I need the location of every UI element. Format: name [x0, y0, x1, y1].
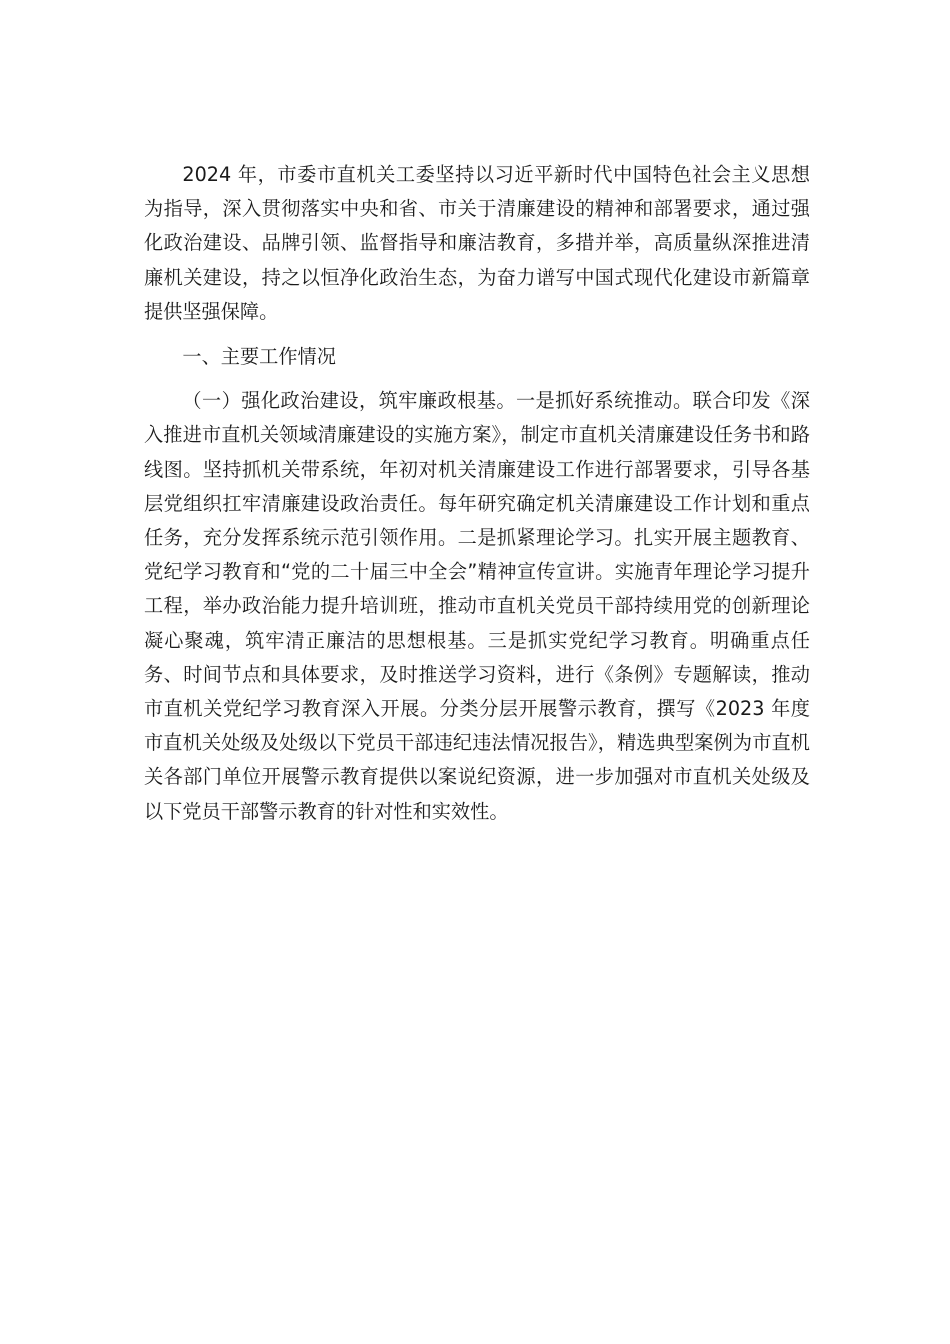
section-heading: 一、主要工作情况	[182, 345, 336, 369]
document-page	[144, 158, 810, 829]
subsection-paragraph: （一）强化政治建设，筑牢廉政根基。一是抓好系统推动。联合印发《深入推进市直机关领域清廉建设的实施方案》，制定市直机关清廉建设任务书和路线图。坚持抓机关带系统，年初对机关清廉建设工作进行部署要求，引导各基层党组织扛牢清廉建设政治责任。每年研究确定机关清廉建设工作计划和重点任务，充分发挥系统示范引领作用。二是抓紧理论学习。扎实开展主题教育、党纪学习教育和“党的二十届三中全会”精神宣传宣讲。实施青年理论学习提升工程，举办政治能力提升培训班，推动市直机关党员干部持续用党的创新理论凝心聚魂，筑牢清正廉洁的思想根基。三是抓实党纪学习教育。明确重点任务、时间节点和具体要求，及时推送学习资料，进行《条例》专题解读，推动市直机关党纪学习教育深入开展。分类分层开展警示教育，撰写《2023 年度市直机关处级及处级以下党员干部违纪违法情况报告》，精选典型案例为市直机关各部门单位开展警示教育提供以案说纪资源，进一步加强对市直机关处级及以下党员干部警示教育的针对性和实效性。	[144, 389, 810, 823]
intro-paragraph: 2024 年，市委市直机关工委坚持以习近平新时代中国特色社会主义思想为指导，深入贯彻落实中央和省、市关于清廉建设的精神和部署要求，通过强化政治建设、品牌引领、监督指导和廉洁教育，多措并举，高质量纵深推进清廉机关建设，持之以恒净化政治生态，为奋力谱写中国式现代化建设市新篇章提供坚强保障。	[144, 163, 810, 323]
